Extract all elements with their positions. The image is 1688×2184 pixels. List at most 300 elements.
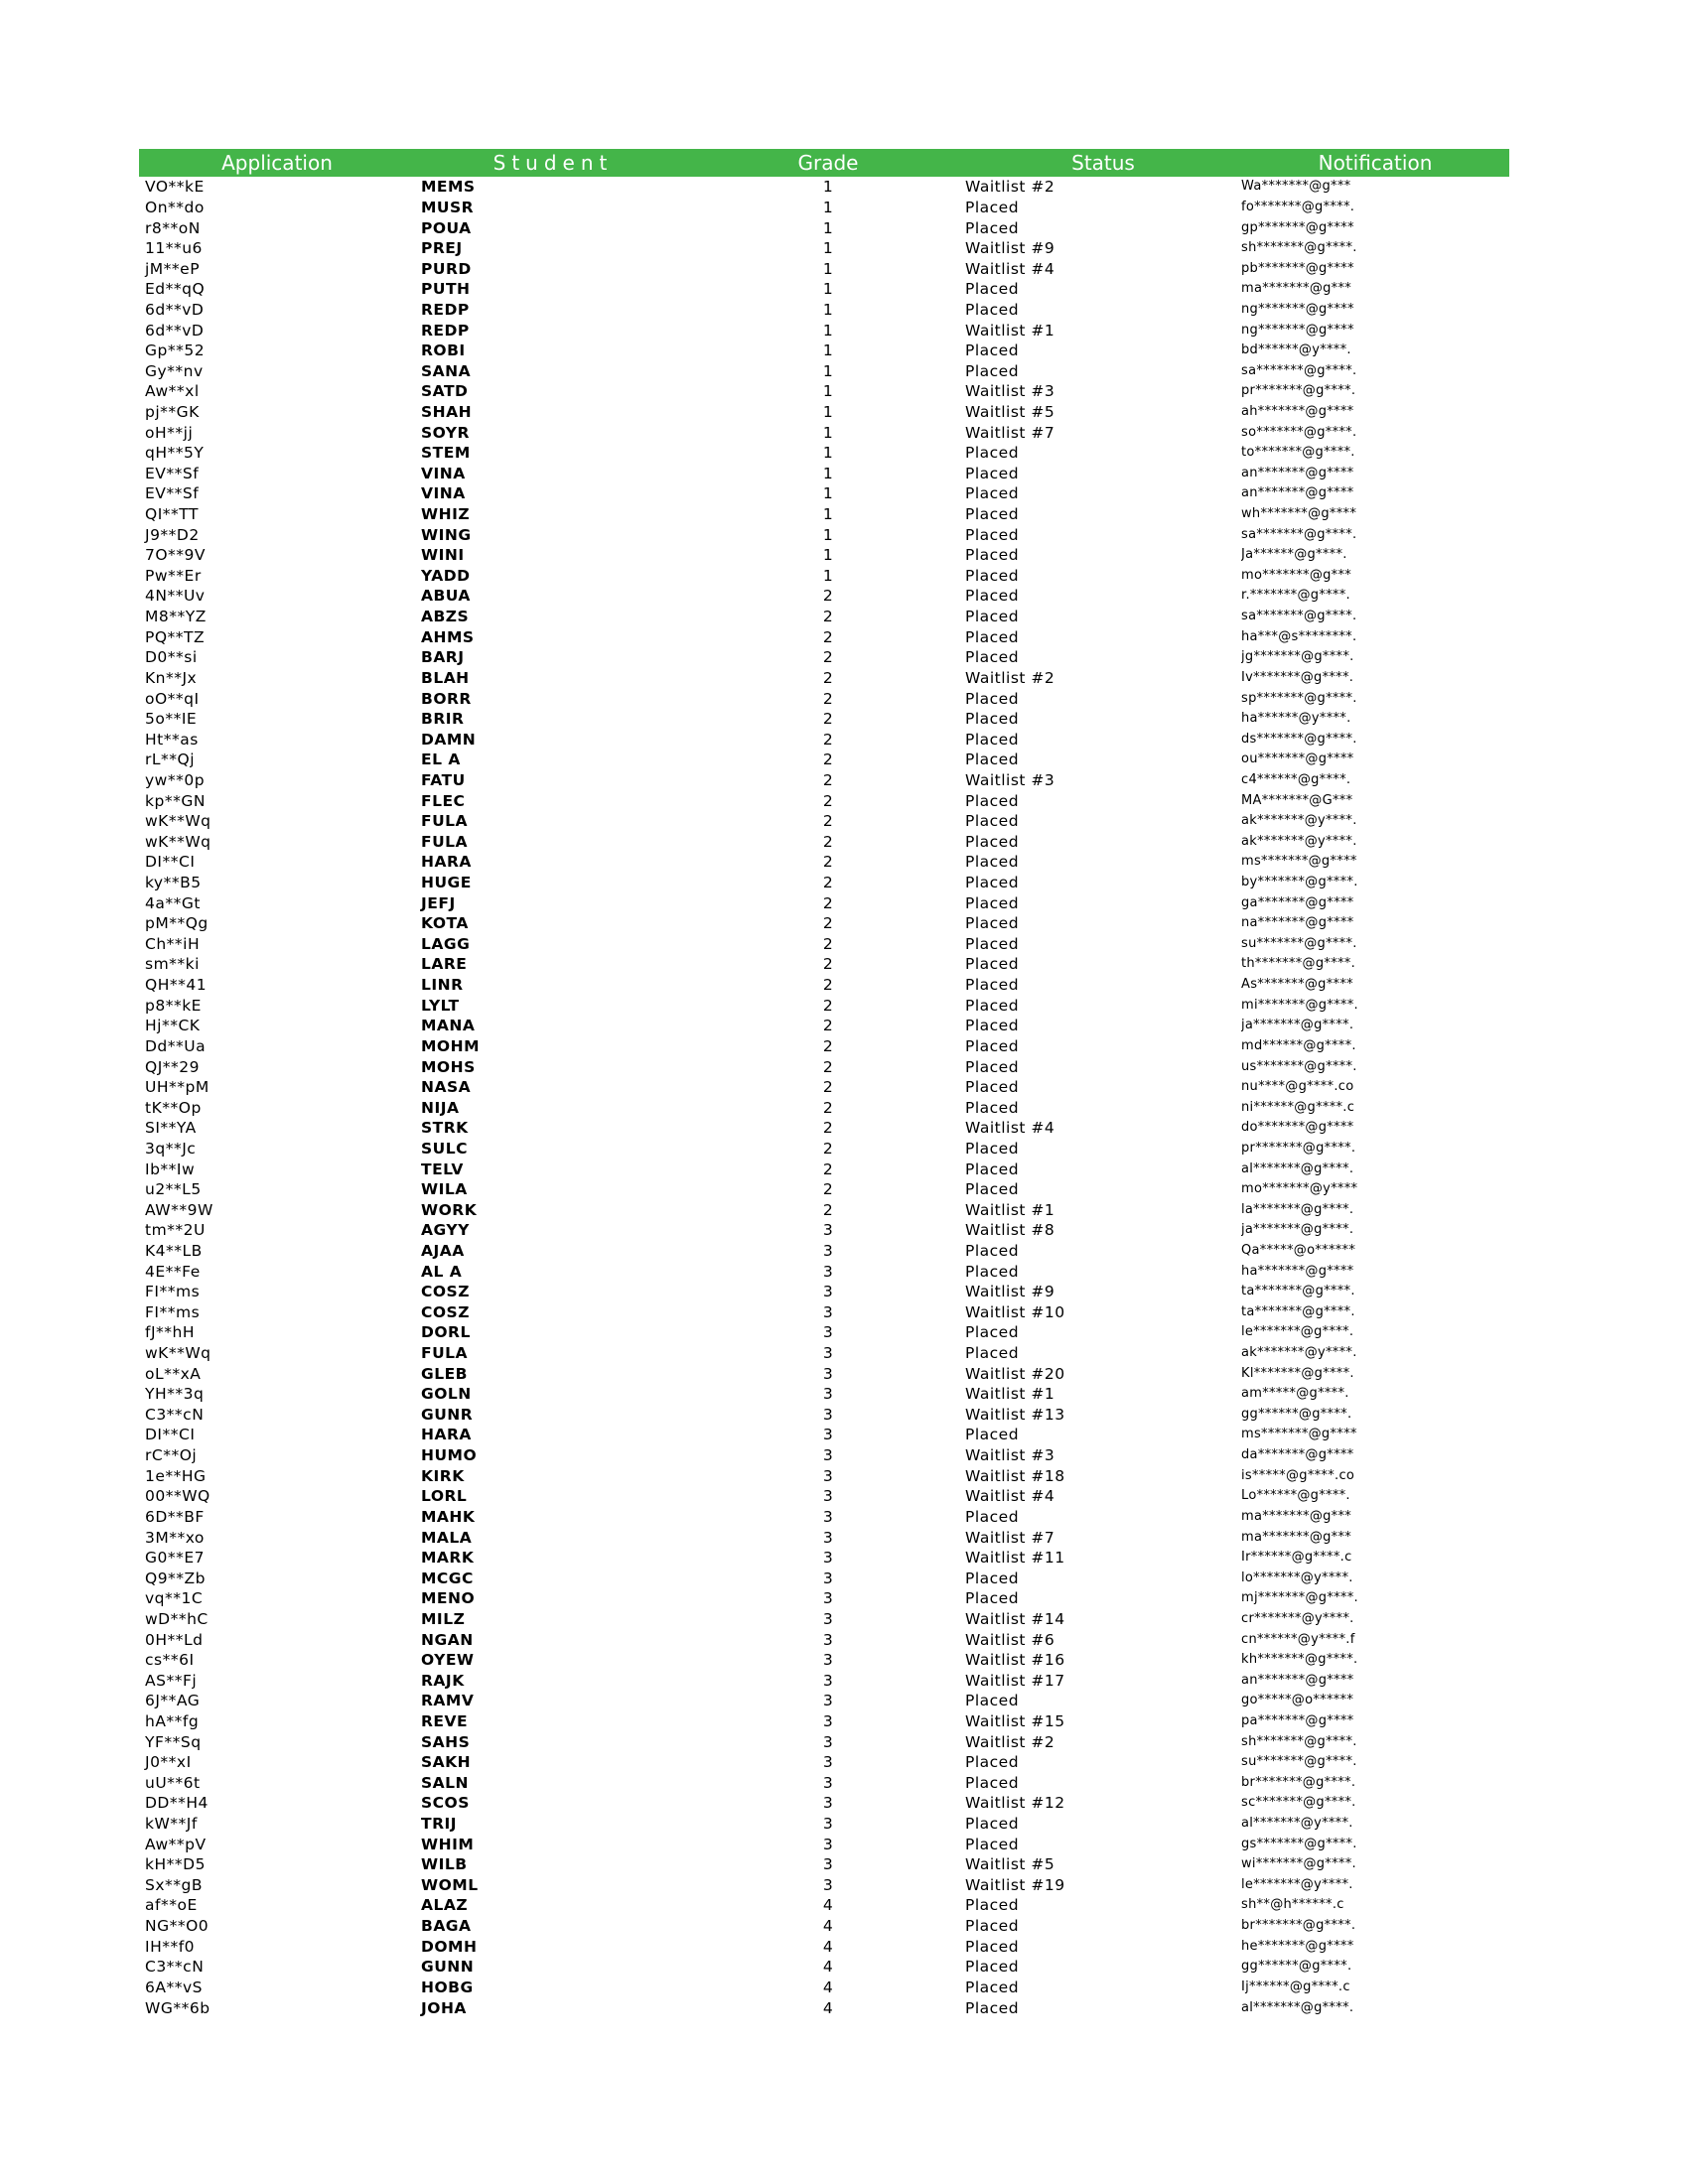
notification-email-cell: Ir******@g****.c xyxy=(1241,1550,1352,1566)
table-row[interactable] xyxy=(139,566,1509,587)
grade-cell: 1 xyxy=(822,505,834,524)
grade-cell: 3 xyxy=(822,1364,834,1383)
student-code-cell: MOHM xyxy=(421,1036,480,1055)
table-row[interactable] xyxy=(139,709,1509,730)
table-row[interactable] xyxy=(139,1773,1509,1794)
notification-email-cell: sa*******@g****. xyxy=(1241,362,1357,378)
status-cell: Waitlist #4 xyxy=(965,1119,1055,1138)
application-id-cell: Dd**Ua xyxy=(145,1036,207,1055)
grade-cell: 3 xyxy=(822,1569,834,1587)
table-row[interactable] xyxy=(139,504,1509,525)
grade-cell: 4 xyxy=(822,1937,834,1956)
student-code-cell: ABZS xyxy=(421,608,470,626)
student-code-cell: WHIM xyxy=(421,1835,475,1853)
table-row[interactable] xyxy=(139,1261,1509,1282)
status-cell: Waitlist #16 xyxy=(965,1651,1065,1670)
table-row[interactable] xyxy=(139,258,1509,279)
grade-cell: 3 xyxy=(822,1262,834,1281)
student-code-cell: WHIZ xyxy=(421,505,471,524)
student-code-cell: STEM xyxy=(421,444,471,463)
table-row[interactable] xyxy=(139,1957,1509,1978)
student-code-cell: STRK xyxy=(421,1119,469,1138)
table-row[interactable] xyxy=(139,1077,1509,1098)
table-row[interactable] xyxy=(139,832,1509,853)
grade-cell: 4 xyxy=(822,1978,834,1996)
table-row[interactable] xyxy=(139,1936,1509,1957)
notification-email-cell: su*******@g****. xyxy=(1241,1754,1357,1770)
notification-email-cell: la*******@g****. xyxy=(1241,1201,1354,1217)
status-cell: Placed xyxy=(965,566,1020,585)
application-id-cell: J0**xI xyxy=(145,1753,192,1772)
student-code-cell: MANA xyxy=(421,1017,476,1035)
grade-cell: 2 xyxy=(822,853,834,872)
status-cell: Placed xyxy=(965,812,1020,831)
grade-cell: 2 xyxy=(822,1057,834,1076)
application-id-cell: kW**Jf xyxy=(145,1815,198,1834)
status-cell: Placed xyxy=(965,996,1020,1015)
status-cell: Placed xyxy=(965,1017,1020,1035)
application-id-cell: tK**Op xyxy=(145,1098,202,1117)
table-row[interactable] xyxy=(139,1056,1509,1077)
table-row[interactable] xyxy=(139,381,1509,402)
status-cell: Placed xyxy=(965,1937,1020,1956)
table-row[interactable] xyxy=(139,545,1509,566)
application-id-cell: Kn**Jx xyxy=(145,668,198,687)
status-cell: Placed xyxy=(965,444,1020,463)
student-code-cell: LYLT xyxy=(421,996,460,1015)
table-row[interactable] xyxy=(139,790,1509,811)
table-row[interactable] xyxy=(139,1220,1509,1241)
application-id-cell: On**do xyxy=(145,198,205,216)
table-row[interactable] xyxy=(139,1854,1509,1875)
table-row[interactable] xyxy=(139,975,1509,996)
grade-cell: 1 xyxy=(822,546,834,565)
table-row[interactable] xyxy=(139,1834,1509,1854)
student-code-cell: MENO xyxy=(421,1589,476,1608)
status-cell: Placed xyxy=(965,914,1020,933)
grade-cell: 3 xyxy=(822,1323,834,1342)
application-id-cell: IH**f0 xyxy=(145,1937,196,1956)
notification-email-cell: pr*******@g****. xyxy=(1241,1140,1356,1156)
application-id-cell: AS**Fj xyxy=(145,1671,198,1690)
application-id-cell: pj**GK xyxy=(145,403,200,421)
grade-cell: 3 xyxy=(822,1507,834,1526)
student-code-cell: DOMH xyxy=(421,1937,478,1956)
application-id-cell: DI**CI xyxy=(145,1426,196,1444)
grade-cell: 2 xyxy=(822,627,834,646)
student-code-cell: HARA xyxy=(421,1426,472,1444)
student-code-cell: RAJK xyxy=(421,1671,465,1690)
application-id-cell: p8**kE xyxy=(145,996,202,1015)
status-cell: Placed xyxy=(965,874,1020,892)
student-code-cell: GUNN xyxy=(421,1958,475,1977)
table-row[interactable] xyxy=(139,1548,1509,1569)
table-row[interactable] xyxy=(139,1016,1509,1036)
application-id-cell: ky**B5 xyxy=(145,874,202,892)
table-row[interactable] xyxy=(139,524,1509,545)
application-id-cell: 3q**Jc xyxy=(145,1139,197,1158)
status-cell: Placed xyxy=(965,1323,1020,1342)
status-cell: Placed xyxy=(965,1262,1020,1281)
status-cell: Placed xyxy=(965,546,1020,565)
application-id-cell: DI**CI xyxy=(145,853,196,872)
table-row[interactable] xyxy=(139,1405,1509,1426)
table-row[interactable] xyxy=(139,1343,1509,1364)
grade-cell: 1 xyxy=(822,239,834,258)
notification-email-cell: fo*******@g****. xyxy=(1241,199,1355,214)
column-header-grade[interactable]: Grade xyxy=(691,149,965,177)
table-row[interactable] xyxy=(139,626,1509,647)
table-row[interactable] xyxy=(139,668,1509,689)
table-row[interactable] xyxy=(139,443,1509,464)
notification-email-cell: Kl*******@g****. xyxy=(1241,1365,1354,1381)
student-code-cell: FULA xyxy=(421,812,469,831)
application-id-cell: 4a**Gt xyxy=(145,893,201,912)
table-row[interactable] xyxy=(139,1793,1509,1814)
table-row[interactable] xyxy=(139,954,1509,975)
notification-email-cell: ma*******@g*** xyxy=(1241,1529,1352,1545)
status-cell: Placed xyxy=(965,1139,1020,1158)
application-id-cell: QH**41 xyxy=(145,976,208,995)
student-code-cell: NASA xyxy=(421,1078,472,1097)
grade-cell: 1 xyxy=(822,484,834,503)
application-id-cell: UH**pM xyxy=(145,1078,210,1097)
notification-email-cell: pb*******@g**** xyxy=(1241,260,1354,276)
table-row[interactable] xyxy=(139,995,1509,1016)
table-row[interactable] xyxy=(139,1670,1509,1691)
grade-cell: 4 xyxy=(822,1917,834,1936)
status-cell: Waitlist #2 xyxy=(965,668,1055,687)
table-row[interactable] xyxy=(139,1731,1509,1752)
table-row[interactable] xyxy=(139,607,1509,627)
application-id-cell: oL**xA xyxy=(145,1364,202,1383)
grade-cell: 1 xyxy=(822,321,834,340)
grade-cell: 2 xyxy=(822,1180,834,1199)
student-code-cell: PURD xyxy=(421,259,472,278)
student-code-cell: BLAH xyxy=(421,668,470,687)
table-row[interactable] xyxy=(139,1384,1509,1405)
status-cell: Placed xyxy=(965,832,1020,851)
notification-email-cell: MA*******@G*** xyxy=(1241,792,1353,808)
student-code-cell: JOHA xyxy=(421,1998,467,2017)
application-id-cell: sm**ki xyxy=(145,955,200,974)
table-row[interactable] xyxy=(139,1118,1509,1139)
table-row[interactable] xyxy=(139,688,1509,709)
notification-email-cell: su*******@g****. xyxy=(1241,935,1357,951)
notification-email-cell: us*******@g****. xyxy=(1241,1058,1357,1074)
student-code-cell: AGYY xyxy=(421,1221,470,1240)
student-code-cell: GLEB xyxy=(421,1364,469,1383)
grade-cell: 2 xyxy=(822,955,834,974)
table-row[interactable] xyxy=(139,1527,1509,1548)
table-row[interactable] xyxy=(139,770,1509,791)
student-code-cell: AJAA xyxy=(421,1241,465,1260)
student-code-cell: WING xyxy=(421,525,472,544)
grade-cell: 2 xyxy=(822,689,834,708)
application-id-cell: FI**ms xyxy=(145,1283,201,1301)
status-cell: Placed xyxy=(965,300,1020,319)
grade-cell: 2 xyxy=(822,751,834,769)
status-cell: Placed xyxy=(965,751,1020,769)
application-id-cell: uU**6t xyxy=(145,1773,201,1792)
table-row[interactable] xyxy=(139,1486,1509,1507)
application-id-cell: AW**9W xyxy=(145,1200,213,1219)
application-id-cell: wK**Wq xyxy=(145,832,211,851)
table-row[interactable] xyxy=(139,1568,1509,1588)
notification-email-cell: ta*******@g****. xyxy=(1241,1303,1355,1319)
student-code-cell: OYEW xyxy=(421,1651,475,1670)
status-cell: Waitlist #3 xyxy=(965,382,1055,401)
grade-cell: 2 xyxy=(822,730,834,749)
table-row[interactable] xyxy=(139,1875,1509,1896)
status-cell: Placed xyxy=(965,280,1020,299)
table-row[interactable] xyxy=(139,852,1509,873)
status-cell: Placed xyxy=(965,1098,1020,1117)
grade-cell: 1 xyxy=(822,218,834,237)
table-row[interactable] xyxy=(139,1895,1509,1916)
application-id-cell: qH**5Y xyxy=(145,444,205,463)
status-cell: Placed xyxy=(965,1998,1020,2017)
notification-email-cell: sa*******@g****. xyxy=(1241,526,1357,542)
application-id-cell: J9**D2 xyxy=(145,525,200,544)
notification-email-cell: ja*******@g****. xyxy=(1241,1222,1354,1238)
notification-email-cell: le*******@y****. xyxy=(1241,1876,1353,1892)
student-code-cell: HUMO xyxy=(421,1446,478,1465)
notification-email-cell: go*****@o****** xyxy=(1241,1693,1354,1708)
table-row[interactable] xyxy=(139,1711,1509,1732)
table-row[interactable] xyxy=(139,177,1509,198)
column-header-status[interactable]: Status xyxy=(965,149,1241,177)
grade-cell: 3 xyxy=(822,1712,834,1730)
student-code-cell: DORL xyxy=(421,1323,471,1342)
student-code-cell: MAHK xyxy=(421,1507,476,1526)
grade-cell: 4 xyxy=(822,1958,834,1977)
table-row[interactable] xyxy=(139,1199,1509,1220)
status-cell: Placed xyxy=(965,1507,1020,1526)
table-row[interactable] xyxy=(139,1691,1509,1711)
application-id-cell: G0**E7 xyxy=(145,1549,206,1568)
notification-email-cell: wh*******@g**** xyxy=(1241,506,1357,522)
status-cell: Placed xyxy=(965,1057,1020,1076)
table-row[interactable] xyxy=(139,811,1509,832)
student-code-cell: MILZ xyxy=(421,1609,466,1628)
table-row[interactable] xyxy=(139,1507,1509,1528)
table-row[interactable] xyxy=(139,279,1509,300)
table-row[interactable] xyxy=(139,1363,1509,1384)
table-row[interactable] xyxy=(139,198,1509,218)
table-row[interactable] xyxy=(139,729,1509,750)
application-id-cell: af**oE xyxy=(145,1896,198,1915)
grade-cell: 1 xyxy=(822,525,834,544)
student-code-cell: HUGE xyxy=(421,874,472,892)
student-code-cell: GUNR xyxy=(421,1405,474,1424)
notification-email-cell: mj*******@g****. xyxy=(1241,1590,1358,1606)
student-code-cell: MOHS xyxy=(421,1057,476,1076)
notification-email-cell: an*******@g**** xyxy=(1241,465,1354,480)
table-row[interactable] xyxy=(139,873,1509,893)
status-cell: Waitlist #19 xyxy=(965,1875,1065,1894)
grade-cell: 1 xyxy=(822,341,834,360)
student-code-cell: WOML xyxy=(421,1875,479,1894)
status-cell: Waitlist #1 xyxy=(965,321,1055,340)
grade-cell: 1 xyxy=(822,566,834,585)
table-row[interactable] xyxy=(139,402,1509,423)
table-row[interactable] xyxy=(139,1814,1509,1835)
status-cell: Placed xyxy=(965,464,1020,482)
status-cell: Waitlist #17 xyxy=(965,1671,1065,1690)
grade-cell: 2 xyxy=(822,1160,834,1178)
application-id-cell: VO**kE xyxy=(145,178,205,197)
status-cell: Placed xyxy=(965,853,1020,872)
table-row[interactable] xyxy=(139,1322,1509,1343)
student-code-cell: WILA xyxy=(421,1180,468,1199)
table-row[interactable] xyxy=(139,1241,1509,1262)
table-row[interactable] xyxy=(139,464,1509,484)
status-cell: Waitlist #10 xyxy=(965,1302,1065,1321)
table-row[interactable] xyxy=(139,360,1509,381)
table-row[interactable] xyxy=(139,1282,1509,1302)
application-id-cell: 4N**Uv xyxy=(145,587,206,606)
student-code-cell: POUA xyxy=(421,218,472,237)
grade-cell: 1 xyxy=(822,444,834,463)
table-row[interactable] xyxy=(139,1302,1509,1323)
grade-cell: 2 xyxy=(822,608,834,626)
application-id-cell: oH**jj xyxy=(145,423,194,442)
status-cell: Placed xyxy=(965,976,1020,995)
application-id-cell: 0H**Ld xyxy=(145,1630,204,1649)
table-row[interactable] xyxy=(139,1179,1509,1200)
table-row[interactable] xyxy=(139,217,1509,238)
status-cell: Placed xyxy=(965,1078,1020,1097)
table-row[interactable] xyxy=(139,1916,1509,1937)
column-header-student[interactable]: Student xyxy=(415,149,691,177)
student-code-cell: HOBG xyxy=(421,1978,474,1996)
student-code-cell: YADD xyxy=(421,566,471,585)
application-id-cell: QJ**29 xyxy=(145,1057,200,1076)
application-id-cell: r8**oN xyxy=(145,218,201,237)
grade-cell: 3 xyxy=(822,1773,834,1792)
column-header-notification[interactable]: Notification xyxy=(1241,149,1509,177)
table-row[interactable] xyxy=(139,586,1509,607)
grade-cell: 2 xyxy=(822,893,834,912)
notification-email-cell: an*******@g**** xyxy=(1241,485,1354,501)
student-code-cell: COSZ xyxy=(421,1283,470,1301)
grade-cell: 2 xyxy=(822,1119,834,1138)
table-row[interactable] xyxy=(139,341,1509,361)
table-row[interactable] xyxy=(139,1609,1509,1630)
table-row[interactable] xyxy=(139,1997,1509,2018)
table-row[interactable] xyxy=(139,1159,1509,1179)
table-row[interactable] xyxy=(139,913,1509,934)
notification-email-cell: ou*******@g**** xyxy=(1241,751,1354,767)
grade-cell: 3 xyxy=(822,1815,834,1834)
table-row[interactable] xyxy=(139,1588,1509,1609)
student-code-cell: MCGC xyxy=(421,1569,474,1587)
grade-cell: 1 xyxy=(822,280,834,299)
table-row[interactable] xyxy=(139,1139,1509,1160)
table-row[interactable] xyxy=(139,238,1509,259)
student-code-cell: RAMV xyxy=(421,1692,475,1710)
status-cell: Waitlist #13 xyxy=(965,1405,1065,1424)
student-code-cell: LINR xyxy=(421,976,464,995)
status-cell: Placed xyxy=(965,1180,1020,1199)
notification-email-cell: ak*******@y****. xyxy=(1241,833,1357,849)
table-row[interactable] xyxy=(139,647,1509,668)
table-row[interactable] xyxy=(139,1425,1509,1445)
table-row[interactable] xyxy=(139,1978,1509,1998)
grade-cell: 2 xyxy=(822,976,834,995)
table-row[interactable] xyxy=(139,934,1509,955)
notification-email-cell: ds*******@g****. xyxy=(1241,731,1357,747)
status-cell: Placed xyxy=(965,934,1020,953)
notification-email-cell: nu****@g****.co xyxy=(1241,1079,1354,1095)
notification-email-cell: ah*******@g**** xyxy=(1241,404,1354,419)
notification-email-cell: cn******@y****.f xyxy=(1241,1631,1355,1647)
notification-email-cell: Qa*****@o****** xyxy=(1241,1242,1356,1258)
grade-cell: 3 xyxy=(822,1732,834,1751)
student-code-cell: ABUA xyxy=(421,587,471,606)
grade-cell: 3 xyxy=(822,1835,834,1853)
application-id-cell: K4**LB xyxy=(145,1241,203,1260)
notification-email-cell: As*******@g**** xyxy=(1241,977,1353,993)
table-row[interactable] xyxy=(139,1752,1509,1773)
table-row[interactable] xyxy=(139,1629,1509,1650)
grade-cell: 1 xyxy=(822,382,834,401)
table-row[interactable] xyxy=(139,892,1509,913)
table-row[interactable] xyxy=(139,300,1509,321)
notification-email-cell: mo*******@g*** xyxy=(1241,567,1352,583)
notification-email-cell: am*****@g****. xyxy=(1241,1386,1349,1402)
grade-cell: 3 xyxy=(822,1283,834,1301)
table-row[interactable] xyxy=(139,750,1509,770)
status-cell: Placed xyxy=(965,1241,1020,1260)
application-id-cell: QI**TT xyxy=(145,505,199,524)
table-row[interactable] xyxy=(139,1097,1509,1118)
status-cell: Placed xyxy=(965,587,1020,606)
student-code-cell: WINI xyxy=(421,546,465,565)
student-code-cell: VINA xyxy=(421,464,466,482)
application-id-cell: 11**u6 xyxy=(145,239,203,258)
notification-email-cell: is*****@g****.co xyxy=(1241,1467,1355,1483)
application-id-cell: Aw**xl xyxy=(145,382,200,401)
table-row[interactable] xyxy=(139,320,1509,341)
table-row[interactable] xyxy=(139,1036,1509,1057)
application-id-cell: Q9**Zb xyxy=(145,1569,207,1587)
student-code-cell: BRIR xyxy=(421,710,465,729)
application-id-cell: 6A**vS xyxy=(145,1978,203,1996)
notification-email-cell: lo*******@y****. xyxy=(1241,1570,1353,1585)
table-row[interactable] xyxy=(139,1650,1509,1671)
table-row[interactable] xyxy=(139,1465,1509,1486)
column-header-application[interactable]: Application xyxy=(139,149,415,177)
grade-cell: 1 xyxy=(822,259,834,278)
student-code-cell: COSZ xyxy=(421,1302,470,1321)
application-id-cell: 5o**IE xyxy=(145,710,198,729)
status-cell: Placed xyxy=(965,627,1020,646)
grade-cell: 3 xyxy=(822,1651,834,1670)
application-id-cell: YH**3q xyxy=(145,1385,205,1404)
table-row[interactable] xyxy=(139,1445,1509,1466)
grade-cell: 2 xyxy=(822,996,834,1015)
student-code-cell: PUTH xyxy=(421,280,471,299)
student-code-cell: MALA xyxy=(421,1528,473,1547)
table-row[interactable] xyxy=(139,422,1509,443)
status-cell: Placed xyxy=(965,198,1020,216)
notification-email-cell: al*******@g****. xyxy=(1241,1160,1354,1176)
table-row[interactable] xyxy=(139,483,1509,504)
application-id-cell: WG**6b xyxy=(145,1998,211,2017)
notification-email-cell: pr*******@g****. xyxy=(1241,383,1356,399)
